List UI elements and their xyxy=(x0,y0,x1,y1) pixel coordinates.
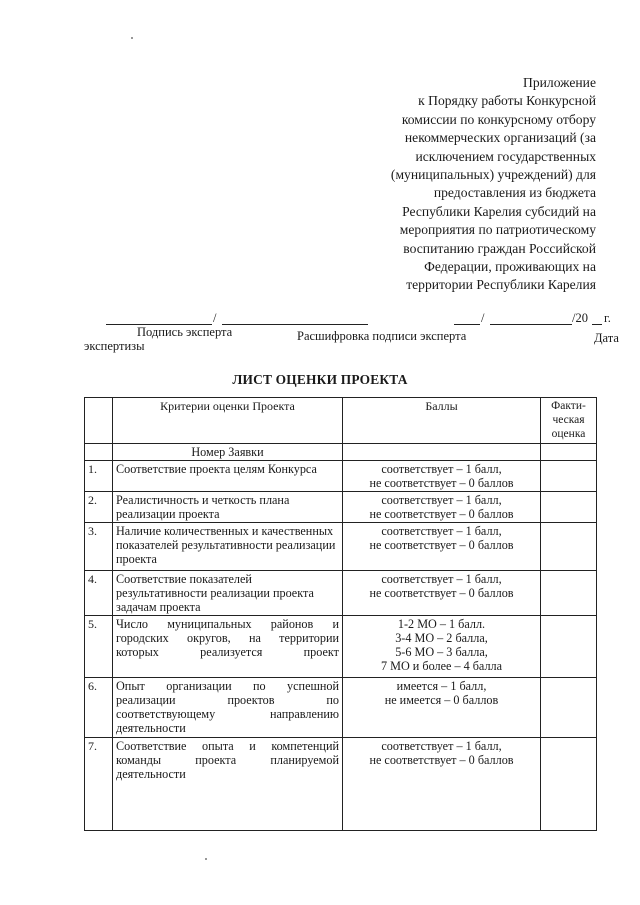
application-number-value[interactable] xyxy=(343,444,541,461)
row-actual-score[interactable] xyxy=(541,461,597,492)
row-number: 3. xyxy=(85,523,113,571)
signature-slash: / xyxy=(213,311,217,325)
row-criterion: Соответствие показателей результативности реализации проекта задачам проекта xyxy=(113,571,343,616)
row-scores xyxy=(343,678,541,738)
appendix-line: Федерации, проживающих на xyxy=(424,259,596,275)
expert-signature-label: Подпись эксперта xyxy=(137,325,233,339)
score-line: 1-2 МО – 1 балл. xyxy=(397,617,486,631)
table-row xyxy=(85,461,597,492)
appendix-line: Приложение xyxy=(523,75,596,90)
row-actual-score[interactable] xyxy=(541,492,597,523)
scan-speck xyxy=(205,858,207,860)
date-year-prefix: /20 xyxy=(572,311,588,325)
score-line: не соответствует – 0 баллов xyxy=(369,586,514,600)
signature-line[interactable] xyxy=(106,313,212,325)
row-scores xyxy=(343,738,541,831)
signature-row xyxy=(0,313,640,357)
score-line: соответствует – 1 балл, xyxy=(381,524,502,538)
appendix-line: к Порядку работы Конкурсной xyxy=(418,93,596,109)
appendix-line: территории Республики Карелия xyxy=(406,277,596,293)
row-scores xyxy=(343,523,541,571)
score-line: имеется – 1 балл, xyxy=(396,679,487,693)
row-scores xyxy=(343,616,541,678)
row-scores xyxy=(343,461,541,492)
appendix-line: комиссии по конкурсному отбору xyxy=(401,111,596,127)
row-number: 6. xyxy=(85,678,113,738)
date-year-line[interactable] xyxy=(592,313,602,325)
appendix-line: воспитанию граждан Российской xyxy=(403,240,596,256)
table-row xyxy=(85,492,597,523)
row-criterion: Соответствие опыта и компетенций команды проекта планируемой деятельности xyxy=(113,738,343,831)
expertise-label: экспертизы xyxy=(84,339,145,353)
header-actual-line: оценка xyxy=(551,428,586,440)
score-line: соответствует – 1 балл, xyxy=(381,493,502,507)
row-number: 2. xyxy=(85,492,113,523)
table-row xyxy=(85,523,597,571)
date-slash: / xyxy=(481,311,485,325)
table-row xyxy=(85,616,597,678)
row-criterion: Соответствие проекта целям Конкурса xyxy=(113,461,343,492)
row-number: 1. xyxy=(85,461,113,492)
row-criterion: Наличие количественных и качественных показателей результативности реализации проекта xyxy=(113,523,343,571)
application-number-actual[interactable] xyxy=(541,444,597,461)
row-number: 4. xyxy=(85,571,113,616)
row-actual-score[interactable] xyxy=(541,523,597,571)
page-title: ЛИСТ ОЦЕНКИ ПРОЕКТА xyxy=(232,372,408,387)
row-number: 7. xyxy=(85,738,113,831)
signature-decoding-line[interactable] xyxy=(222,313,368,325)
table-row xyxy=(85,571,597,616)
date-label: Дата xyxy=(594,331,619,345)
row-number: 5. xyxy=(85,616,113,678)
score-line: не соответствует – 0 баллов xyxy=(369,753,514,767)
score-line: соответствует – 1 балл, xyxy=(381,572,502,586)
score-line: не имеется – 0 баллов xyxy=(384,693,499,707)
table-row xyxy=(85,678,597,738)
date-month-line[interactable] xyxy=(490,313,572,325)
header-actual-line: Факти- xyxy=(551,400,586,412)
evaluation-table xyxy=(84,397,597,831)
score-line: не соответствует – 0 баллов xyxy=(369,507,514,521)
date-day-line[interactable] xyxy=(454,313,480,325)
score-line: 3-4 МО – 2 балла, xyxy=(395,631,488,645)
row-actual-score[interactable] xyxy=(541,616,597,678)
score-line: 7 МО и более – 4 балла xyxy=(380,659,503,673)
appendix-line: (муниципальных) учреждений) для xyxy=(390,167,596,183)
table-row xyxy=(85,738,597,831)
row-scores xyxy=(343,571,541,616)
appendix-note xyxy=(356,74,596,295)
table-header-row xyxy=(85,398,597,444)
header-score: Баллы xyxy=(343,398,541,444)
row-criterion: Опыт организации по успешной реализации проектов по соответствующему направлению деятельности xyxy=(113,678,343,738)
header-criteria: Критерии оценки Проекта xyxy=(113,398,343,444)
row-scores xyxy=(343,492,541,523)
score-line: не соответствует – 0 баллов xyxy=(369,476,514,490)
row-criterion: Реалистичность и четкость плана реализации проекта xyxy=(113,492,343,523)
appendix-line: некоммерческих организаций (за xyxy=(404,130,596,146)
application-number-label: Номер Заявки xyxy=(113,444,343,461)
header-number xyxy=(85,398,113,444)
appendix-line: исключением государственных xyxy=(415,148,596,164)
score-line: соответствует – 1 балл, xyxy=(381,739,502,753)
application-number-row xyxy=(85,444,597,461)
score-line: не соответствует – 0 баллов xyxy=(369,538,514,552)
appendix-line: мероприятия по патриотическому xyxy=(399,222,596,238)
score-line: соответствует – 1 балл, xyxy=(381,462,502,476)
appendix-line: Республики Карелия субсидий на xyxy=(402,203,596,219)
row-actual-score[interactable] xyxy=(541,571,597,616)
appendix-line: предоставления из бюджета xyxy=(433,185,596,201)
application-number-blank xyxy=(85,444,113,461)
date-year-suffix: г. xyxy=(604,311,611,325)
header-actual xyxy=(541,398,597,444)
signature-decoding-label: Расшифровка подписи эксперта xyxy=(297,329,467,343)
scan-speck xyxy=(131,37,133,39)
header-actual-line: ческая xyxy=(552,414,585,426)
row-actual-score[interactable] xyxy=(541,678,597,738)
row-actual-score[interactable] xyxy=(541,738,597,831)
score-line: 5-6 МО – 3 балла, xyxy=(395,645,488,659)
row-criterion: Число муниципальных районов и городских округов, на территории которых реализуется проект xyxy=(113,616,343,678)
